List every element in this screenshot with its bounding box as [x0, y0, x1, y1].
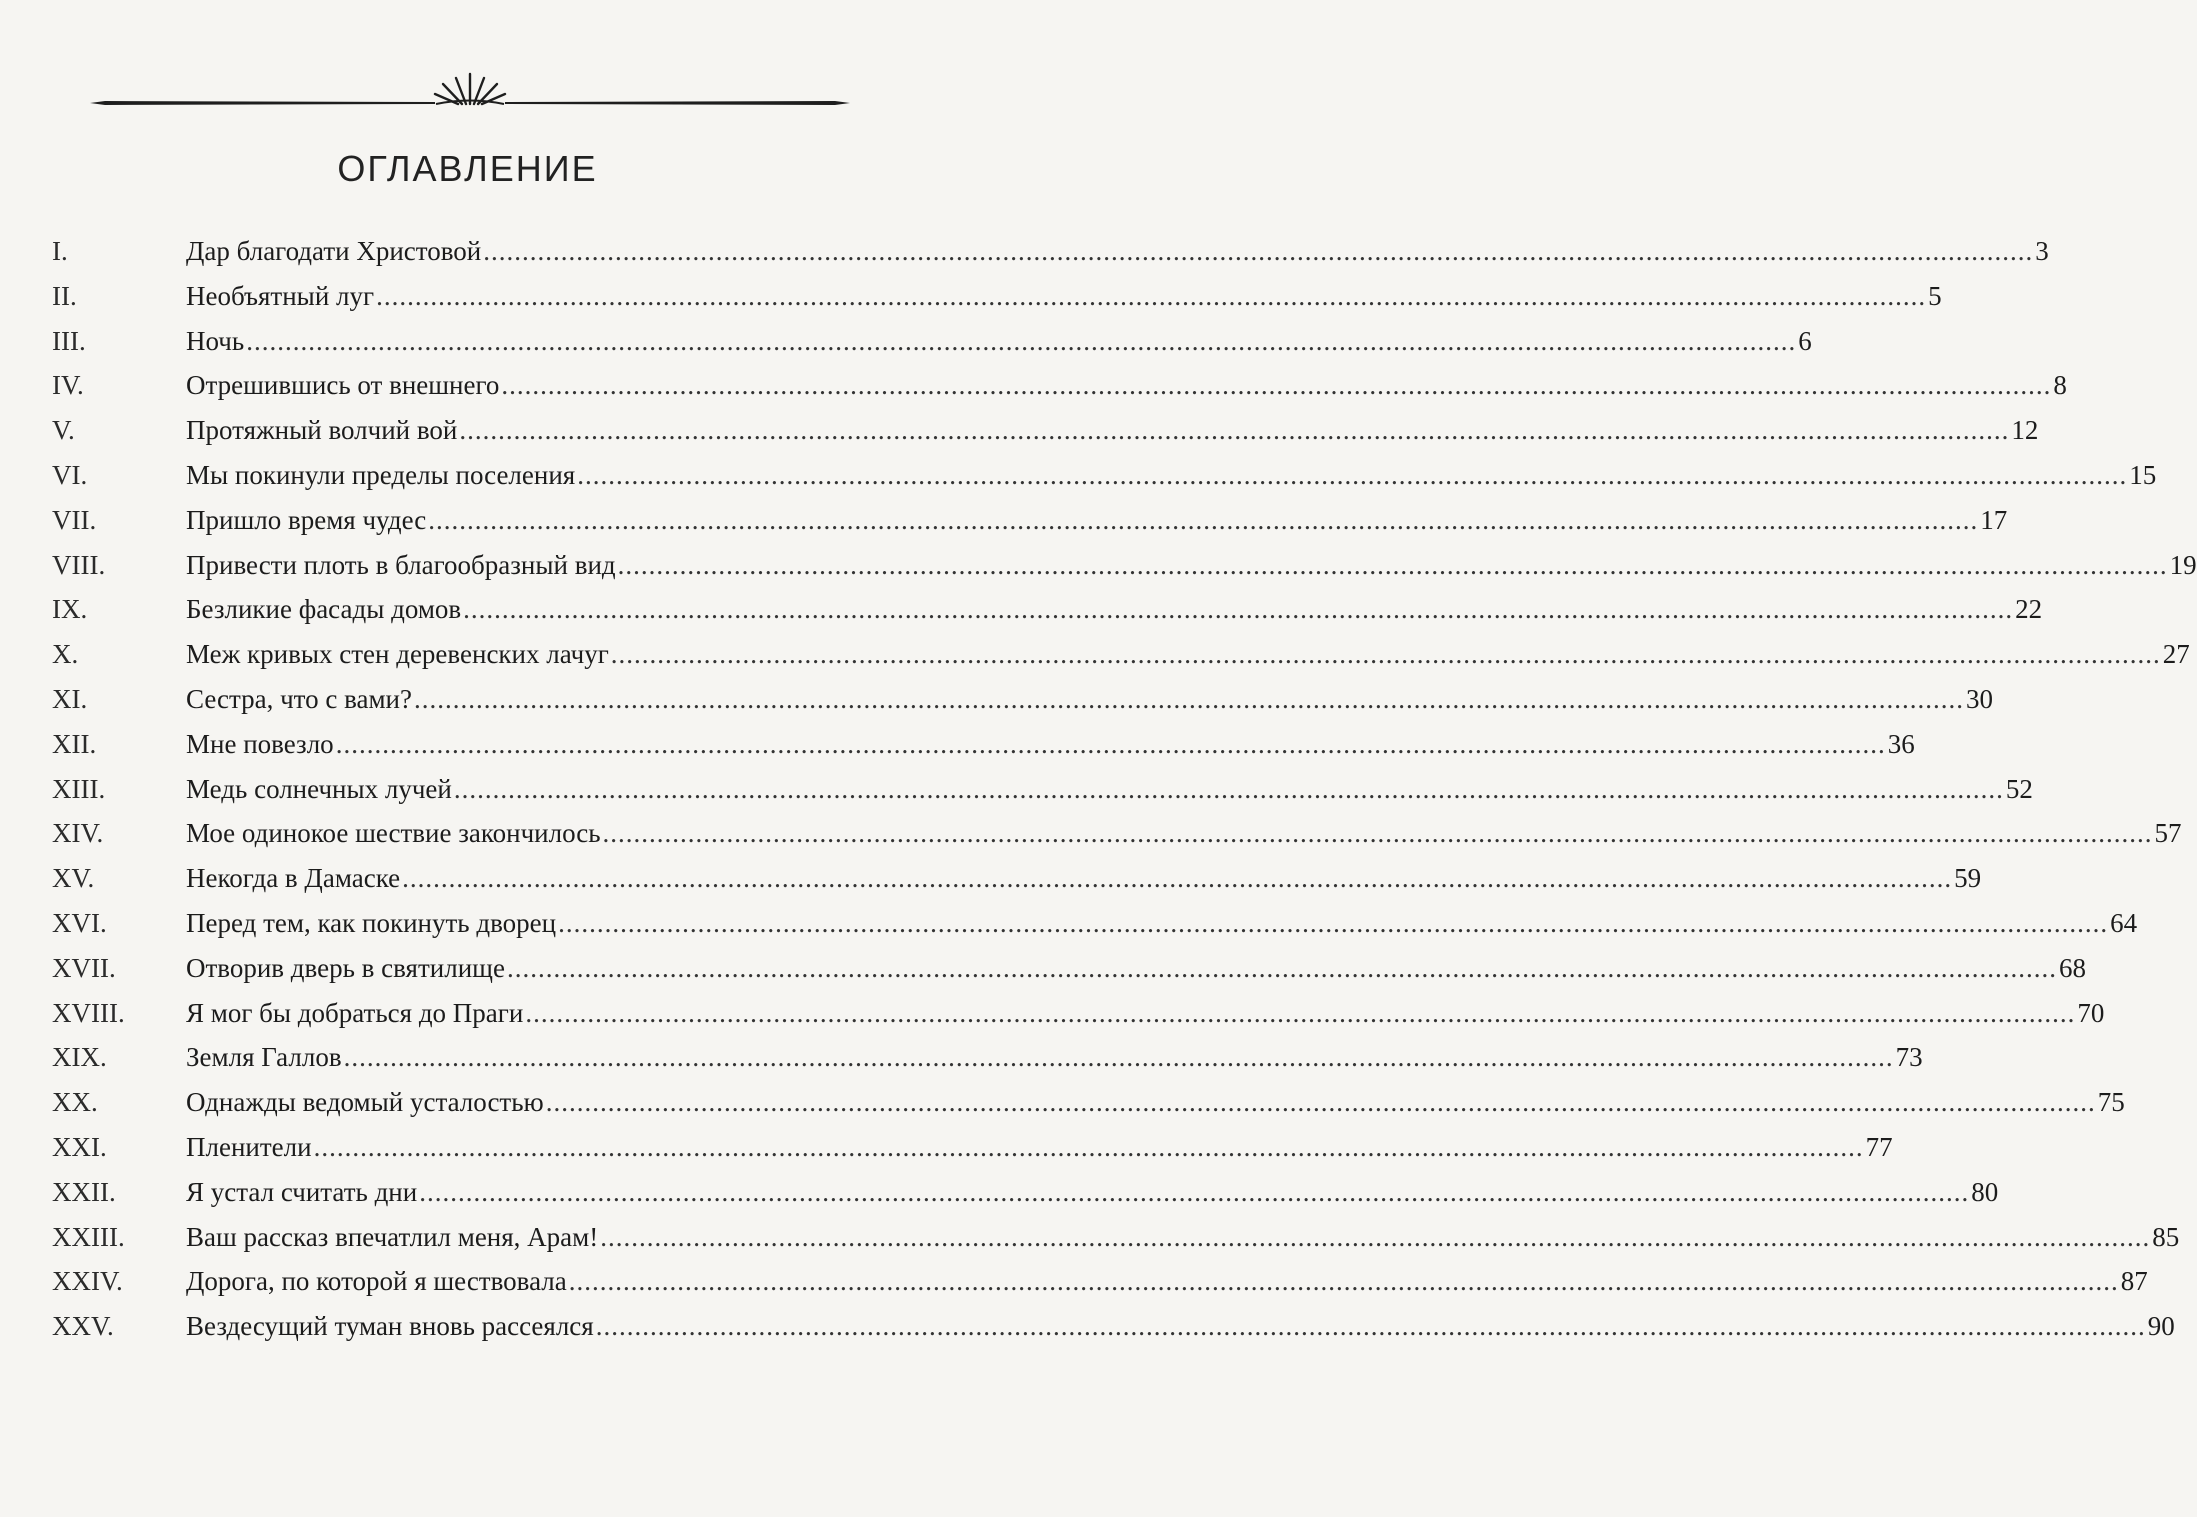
dot-leader: ........................................................................................................................................................................................................ — [577, 459, 2128, 490]
page-number: 30 — [1966, 683, 1993, 714]
chapter-number: XIX. — [52, 1042, 107, 1073]
dot-leader: ........................................................................................................................................................................................................ — [610, 639, 2161, 670]
dot-leader: ........................................................................................................................................................................................................ — [558, 907, 2109, 938]
page-title: ОГЛАВЛЕНИЕ — [337, 148, 598, 189]
page-number: 5 — [1928, 280, 1942, 311]
chapter-title: Мне повезло — [186, 728, 334, 759]
page-number: 64 — [2110, 907, 2138, 938]
page-number: 36 — [1887, 728, 1915, 759]
chapter-title: Я мог бы добраться до Праги — [186, 997, 524, 1028]
page-number: 75 — [2097, 1087, 2125, 1118]
chapter-number: XVII. — [52, 952, 116, 983]
dot-leader: ........................................................................................................................................................................................................ — [402, 863, 1953, 894]
chapter-title: Отрешившись от внешнего — [186, 370, 500, 401]
page-number: 19 — [2169, 549, 2197, 580]
dot-leader: ........................................................................................................................................................................................................ — [483, 236, 2034, 266]
toc-entry — [52, 773, 2033, 819]
toc-entry — [52, 1311, 2175, 1356]
dot-leader: ........................................................................................................................................................................................................ — [463, 594, 2014, 625]
chapter-number: IX. — [52, 594, 88, 625]
toc-entry — [52, 370, 2067, 415]
chapter-title: Пленители — [186, 1131, 312, 1162]
dot-leader: ........................................................................................................................................................................................................ — [595, 1311, 2146, 1342]
page-number: 27 — [2162, 639, 2190, 670]
chapter-number: II. — [52, 280, 77, 311]
toc-entry — [52, 504, 2008, 550]
chapter-number: XXIV. — [52, 1266, 123, 1297]
toc-entry — [52, 863, 1982, 908]
page-number: 90 — [2147, 1311, 2175, 1342]
dot-leader: ........................................................................................................................................................................................................ — [600, 1221, 2151, 1252]
page-number: 57 — [2154, 818, 2182, 849]
chapter-number: XXV. — [52, 1311, 114, 1342]
toc-entry — [52, 415, 2039, 460]
chapter-title: Земля Галлов — [186, 1042, 342, 1073]
toc-entry — [52, 997, 2105, 1043]
chapter-number: XIII. — [52, 773, 106, 804]
chapter-number: III. — [52, 325, 86, 356]
toc-entry — [52, 683, 1993, 729]
chapter-number: V. — [52, 415, 75, 446]
chapter-title: Вездесущий туман вновь рассеялся — [186, 1311, 594, 1342]
toc-entry — [52, 459, 2157, 505]
chapter-title: Меж кривых стен деревенских лачуг — [186, 639, 609, 670]
chapter-title: Безликие фасады домов — [186, 594, 462, 625]
dot-leader: ........................................................................................................................................................................................................ — [246, 325, 1797, 356]
dot-leader: ........................................................................................................................................................................................................ — [568, 1266, 2119, 1297]
toc-entry — [52, 639, 2190, 684]
page-number: 22 — [2015, 594, 2043, 625]
dot-leader: ........................................................................................................................................................................................................ — [506, 952, 2057, 983]
dot-leader: ........................................................................................................................................................................................................ — [459, 415, 2010, 446]
page-number: 15 — [2129, 459, 2157, 490]
chapter-number: XV. — [52, 863, 95, 894]
chapter-title: Ночь — [186, 325, 245, 356]
page-number: 3 — [2035, 236, 2049, 266]
chapter-number: I. — [52, 236, 68, 266]
chapter-number: XX. — [52, 1087, 98, 1118]
toc-entry — [52, 325, 1812, 371]
toc-entry — [52, 236, 2049, 281]
toc-entry — [52, 594, 2043, 639]
chapter-title: Мое одинокое шествие закончилось — [186, 818, 601, 849]
chapter-title: Дорога, по которой я шествовала — [186, 1266, 567, 1297]
header-ornament — [90, 70, 850, 130]
toc-entry — [52, 952, 2086, 998]
dot-leader: ........................................................................................................................................................................................................ — [602, 818, 2153, 849]
chapter-number: VI. — [52, 459, 88, 490]
dot-leader: ........................................................................................................................................................................................................ — [414, 683, 1964, 714]
chapter-title: Однажды ведомый усталостью — [186, 1087, 544, 1118]
chapter-title: Отворив дверь в святилище — [186, 952, 505, 983]
dot-leader: ........................................................................................................................................................................................................ — [335, 728, 1886, 759]
chapter-number: XI. — [52, 683, 88, 714]
toc-entry — [52, 1042, 1923, 1087]
chapter-title: Ваш рассказ впечатлил меня, Арам! — [186, 1221, 599, 1252]
chapter-number: VIII. — [52, 549, 106, 580]
chapter-title: Дар благодати Христовой — [186, 236, 482, 266]
dot-leader: ........................................................................................................................................................................................................ — [313, 1131, 1864, 1162]
toc-entry — [52, 1176, 1999, 1222]
toc-entry — [52, 907, 2138, 953]
chapter-number: XIV. — [52, 818, 104, 849]
page-number: 85 — [2152, 1221, 2180, 1252]
page-number: 73 — [1895, 1042, 1923, 1073]
page-number: 59 — [1954, 863, 1982, 894]
chapter-number: XXIII. — [52, 1221, 125, 1252]
chapter-number: X. — [52, 639, 79, 670]
page-number: 8 — [2053, 370, 2067, 401]
chapter-number: XVI. — [52, 907, 107, 938]
toc-entry — [52, 728, 1915, 774]
chapter-title: Мы покинули пределы поселения — [186, 459, 576, 490]
chapter-number: XXI. — [52, 1131, 107, 1162]
dot-leader: ........................................................................................................................................................................................................ — [545, 1087, 2096, 1118]
chapter-title: Сестра, что с вами? — [186, 683, 412, 714]
dot-leader: ........................................................................................................................................................................................................ — [525, 997, 2076, 1028]
toc-entry — [52, 549, 2197, 595]
table-of-contents — [52, 236, 2197, 1356]
dot-leader: ........................................................................................................................................................................................................ — [419, 1176, 1970, 1207]
page-number: 80 — [1971, 1176, 1999, 1207]
toc-entry — [52, 1221, 2180, 1267]
chapter-number: XXII. — [52, 1176, 116, 1207]
toc-entry — [52, 818, 2182, 863]
dot-leader: ........................................................................................................................................................................................................ — [617, 549, 2168, 580]
chapter-title: Пришло время чудес — [186, 504, 427, 535]
dot-leader: ........................................................................................................................................................................................................ — [501, 370, 2052, 401]
page-number: 77 — [1865, 1131, 1893, 1162]
chapter-number: XII. — [52, 728, 97, 759]
dot-leader: ........................................................................................................................................................................................................ — [428, 504, 1979, 535]
chapter-title: Необъятный луг — [186, 280, 375, 311]
dot-leader: ........................................................................................................................................................................................................ — [376, 280, 1927, 311]
toc-entry — [52, 1131, 1893, 1177]
chapter-title: Некогда в Дамаске — [186, 863, 401, 894]
chapter-title: Протяжный волчий вой — [186, 415, 458, 446]
chapter-title: Перед тем, как покинуть дворец — [186, 907, 557, 938]
page-number: 17 — [1980, 504, 2008, 535]
page-number: 12 — [2011, 415, 2039, 446]
dot-leader: ........................................................................................................................................................................................................ — [453, 773, 2004, 804]
page-number: 70 — [2077, 997, 2105, 1028]
chapter-number: XVIII. — [52, 997, 125, 1028]
dot-leader: ........................................................................................................................................................................................................ — [343, 1042, 1894, 1073]
toc-entry — [52, 1266, 2148, 1311]
toc-entry — [52, 1087, 2125, 1132]
page-number: 6 — [1798, 325, 1812, 356]
page-number: 87 — [2120, 1266, 2148, 1297]
chapter-number: VII. — [52, 504, 97, 535]
chapter-title: Я устал считать дни — [186, 1176, 418, 1207]
chapter-title: Медь солнечных лучей — [186, 773, 452, 804]
page-number: 52 — [2005, 773, 2033, 804]
chapter-title: Привести плоть в благообразный вид — [186, 549, 616, 580]
toc-entry — [52, 280, 1942, 326]
page-number: 68 — [2058, 952, 2086, 983]
chapter-number: IV. — [52, 370, 84, 401]
